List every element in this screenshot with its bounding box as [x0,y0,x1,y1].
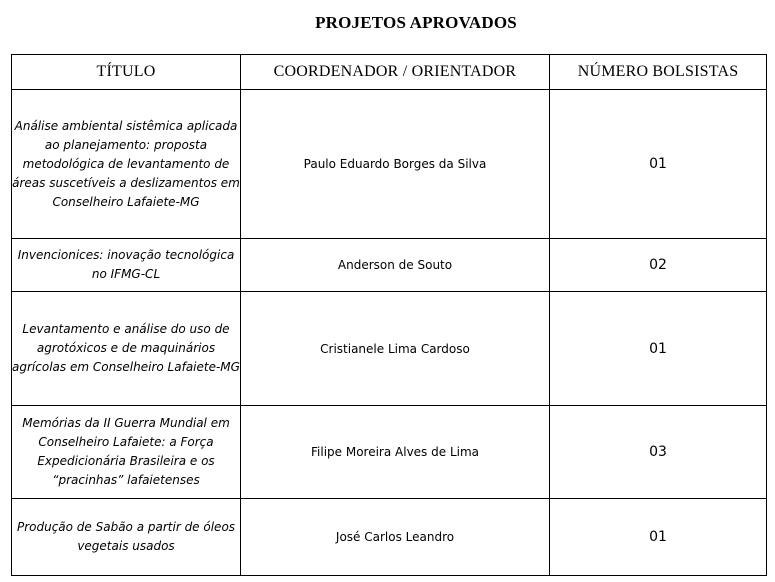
header-coordenador: COORDENADOR / ORIENTADOR [241,55,550,90]
scholarship-count-cell: 01 [550,499,767,576]
header-titulo: TÍTULO [12,55,241,90]
project-title: Levantamento e análise do uso de agrotóxicos e de maquinários agrícolas em Conselheiro Lafaiete-MG [12,322,240,374]
project-title: Memórias da II Guerra Mundial em Conselheiro Lafaiete: a Força Expedicionária Brasileira e os “pracinhas” lafaietenses [22,416,230,487]
project-title-cell [12,90,241,239]
project-title: Análise ambiental sistêmica aplicada ao planejamento: proposta metodológica de levantamento de áreas suscetíveis a deslizamentos em Conselheiro Lafaiete-MG [12,118,240,209]
scholarship-count-cell: 03 [550,406,767,499]
coordinator-cell: Paulo Eduardo Borges da Silva [241,90,550,239]
coordinator-cell: Cristianele Lima Cardoso [241,292,550,406]
scholarship-count-cell: 01 [550,292,767,406]
table-row [12,499,767,576]
table-header-row [12,55,767,90]
table-row [12,239,767,292]
header-bolsistas: NÚMERO BOLSISTAS [550,55,767,90]
table-row [12,292,767,406]
project-title-cell [12,499,241,576]
coordinator-cell: Anderson de Souto [241,239,550,292]
scholarship-count-cell: 02 [550,239,767,292]
coordinator-cell: Filipe Moreira Alves de Lima [241,406,550,499]
scholarship-count-cell: 01 [550,90,767,239]
project-title: Invencionices: inovação tecnológica no IFMG-CL [17,248,235,281]
projects-table [11,54,767,576]
project-title-cell [12,239,241,292]
table-row [12,90,767,239]
project-title-cell [12,292,241,406]
project-title-cell [12,406,241,499]
page-title: PROJETOS APROVADOS [315,13,517,32]
table-row [12,406,767,499]
coordinator-cell: José Carlos Leandro [241,499,550,576]
project-title: Produção de Sabão a partir de óleos vegetais usados [16,520,236,553]
